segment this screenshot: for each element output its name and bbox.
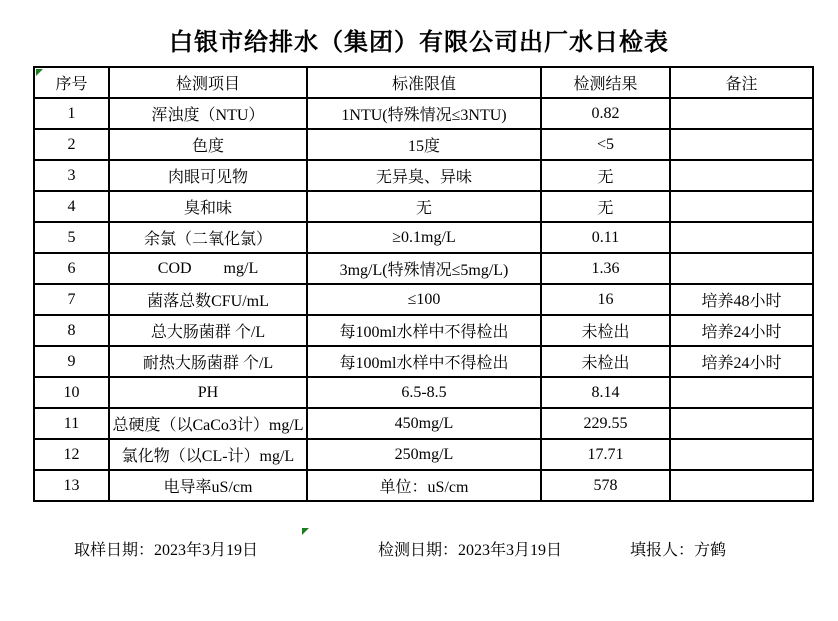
table-cell: 培养24小时 [670,315,813,346]
table-cell [670,439,813,470]
table-cell: 3mg/L(特殊情况≤5mg/L) [307,253,541,284]
table-row [34,408,813,439]
table-row [34,377,813,408]
table-cell: 8.14 [541,377,670,408]
table-cell: 229.55 [541,408,670,439]
table-cell: 余氯（二氧化氯） [109,222,307,253]
table-cell: 12 [34,439,109,470]
table-cell: 17.71 [541,439,670,470]
table-row [34,439,813,470]
table-cell: 3 [34,160,109,191]
table-cell: 2 [34,129,109,160]
table-header [34,67,813,98]
table-cell: 13 [34,470,109,501]
table-cell: PH [109,377,307,408]
column-header-test-item: 检测项目 [109,67,307,98]
below-table-triangle-icon [302,528,309,535]
table-cell: 6.5-8.5 [307,377,541,408]
table-row [34,315,813,346]
table-cell: 单位：uS/cm [307,470,541,501]
table-cell: 无异臭、异味 [307,160,541,191]
table-cell: 耐热大肠菌群 个/L [109,346,307,377]
table-cell [670,222,813,253]
table-cell: 15度 [307,129,541,160]
column-header-test-result: 检测结果 [541,67,670,98]
footer [0,537,838,559]
table-cell: 578 [541,470,670,501]
inspection-table [33,66,814,502]
table-cell [670,129,813,160]
table-cell: 肉眼可见物 [109,160,307,191]
table-cell [670,408,813,439]
table-cell: ≤100 [307,284,541,315]
table-cell: 未检出 [541,315,670,346]
table-cell: 450mg/L [307,408,541,439]
table-cell: 6 [34,253,109,284]
table-cell: 1NTU(特殊情况≤3NTU) [307,98,541,129]
table-cell [670,191,813,222]
table-cell [670,253,813,284]
table-cell: 培养48小时 [670,284,813,315]
page-title: 白银市给排水（集团）有限公司出厂水日检表 [169,30,669,56]
table-cell: 250mg/L [307,439,541,470]
table-row [34,160,813,191]
table-row [34,284,813,315]
table-cell: 0.11 [541,222,670,253]
table-row [34,470,813,501]
reporter-label: 填报人：方鹤 [630,542,727,559]
table-row [34,98,813,129]
table-cell: <5 [541,129,670,160]
table-row [34,346,813,377]
table-cell: 电导率uS/cm [109,470,307,501]
table-cell: 1.36 [541,253,670,284]
table-cell: ≥0.1mg/L [307,222,541,253]
table-row [34,129,813,160]
table-cell: 16 [541,284,670,315]
table-cell: COD mg/L [109,253,307,284]
table-cell: 总大肠菌群 个/L [109,315,307,346]
table-cell: 每100ml水样中不得检出 [307,315,541,346]
table-row [34,253,813,284]
table-cell: 培养24小时 [670,346,813,377]
table-cell: 未检出 [541,346,670,377]
test-date-label: 检测日期：2023年3月19日 [378,542,563,559]
table-cell: 4 [34,191,109,222]
table-cell: 无 [541,191,670,222]
column-header-remarks: 备注 [670,67,813,98]
table-cell: 8 [34,315,109,346]
table-row [34,222,813,253]
table-cell: 7 [34,284,109,315]
table-cell: 无 [541,160,670,191]
header-row [34,67,813,98]
table-cell: 0.82 [541,98,670,129]
column-header-standard-limit: 标准限值 [307,67,541,98]
table-cell: 1 [34,98,109,129]
table-cell: 每100ml水样中不得检出 [307,346,541,377]
table-cell: 总硬度（以CaCo3计）mg/L [109,408,307,439]
table-cell [670,160,813,191]
table-body [34,98,813,501]
table-cell [670,470,813,501]
table-cell: 色度 [109,129,307,160]
table-cell: 无 [307,191,541,222]
table-cell: 氯化物（以CL-计）mg/L [109,439,307,470]
table-cell [670,377,813,408]
column-header-serial-number: 序号 [34,67,109,98]
cell-corner-triangle-icon [36,69,43,76]
table-cell: 菌落总数CFU/mL [109,284,307,315]
table-cell: 9 [34,346,109,377]
table-cell: 臭和味 [109,191,307,222]
table-cell: 5 [34,222,109,253]
sampling-date-label: 取样日期：2023年3月19日 [74,542,259,559]
table-cell [670,98,813,129]
table-row [34,191,813,222]
table-cell: 浑浊度（NTU） [109,98,307,129]
table-cell: 11 [34,408,109,439]
table-cell: 10 [34,377,109,408]
